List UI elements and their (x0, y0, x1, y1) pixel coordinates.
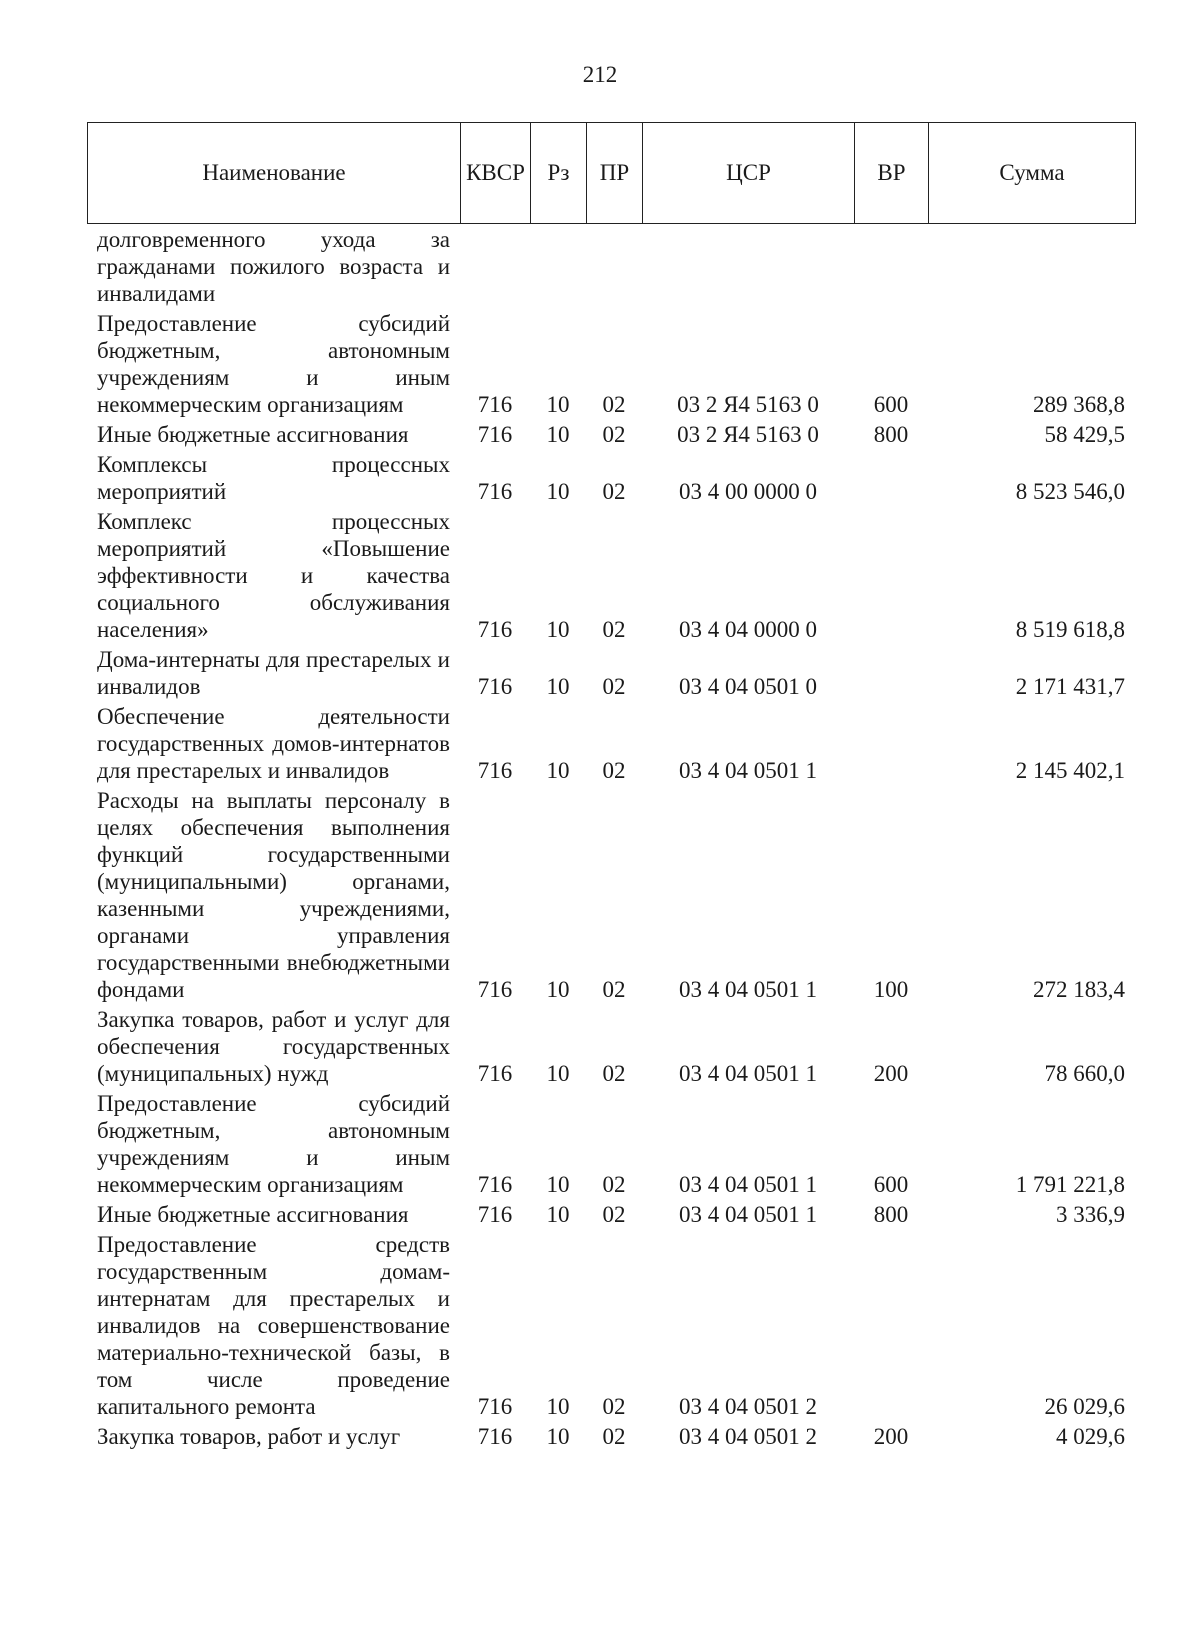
table-row (87, 1231, 1135, 1423)
row-sum: 289 368,8 (1033, 392, 1125, 417)
row-csr: 03 4 04 0501 1 (679, 1172, 817, 1197)
row-name: Дома-интернаты для престарелых и инвалидов (97, 647, 450, 699)
row-pr: 02 (602, 1424, 626, 1449)
row-rz: 10 (546, 1424, 570, 1449)
row-name: Комплекс процессных мероприятий «Повышение эффективности и качества социального обслуживания населения» (97, 509, 450, 642)
row-name: Предоставление средств государственным домам-интернатам для престарелых и инвалидов на совершенствование материально-технической базы, в том числе проведение капитального ремонта (97, 1232, 450, 1419)
row-rz: 10 (546, 617, 570, 642)
table-row (87, 1423, 1135, 1453)
row-pr: 02 (602, 1394, 626, 1419)
row-name: Иные бюджетные ассигнования (97, 422, 409, 447)
row-rz: 10 (546, 758, 570, 783)
row-kvsr: 716 (477, 1061, 513, 1086)
row-sum: 8 523 546,0 (1015, 479, 1125, 504)
row-pr (586, 226, 642, 310)
row-csr: 03 4 04 0501 0 (679, 674, 817, 699)
row-csr: 03 4 04 0501 1 (679, 1061, 817, 1086)
table-row (87, 646, 1135, 703)
row-kvsr: 716 (477, 758, 513, 783)
row-rz (530, 226, 586, 310)
table-row (87, 508, 1135, 646)
row-kvsr: 716 (477, 392, 513, 417)
row-pr: 02 (602, 1061, 626, 1086)
row-sum: 26 029,6 (1044, 1394, 1125, 1419)
row-vr: 100 (873, 977, 909, 1002)
row-kvsr: 716 (477, 617, 513, 642)
row-pr: 02 (602, 674, 626, 699)
table-row (87, 1090, 1135, 1201)
row-name: Иные бюджетные ассигнования (97, 1202, 409, 1227)
row-vr (854, 703, 928, 787)
row-vr: 800 (873, 422, 909, 447)
row-vr (854, 646, 928, 703)
row-csr: 03 4 04 0501 2 (679, 1424, 817, 1449)
row-sum: 4 029,6 (1056, 1424, 1125, 1449)
row-kvsr: 716 (477, 422, 513, 447)
row-vr: 600 (873, 392, 909, 417)
row-name: Закупка товаров, работ и услуг для обеспечения государственных (муниципальных) нужд (97, 1007, 450, 1086)
header-name: Наименование (88, 123, 461, 224)
row-vr (854, 451, 928, 508)
row-name: Предоставление субсидий бюджетным, автономным учреждениям и иным некоммерческим организациям (97, 1091, 450, 1197)
row-csr: 03 4 04 0501 1 (679, 758, 817, 783)
row-vr: 200 (873, 1424, 909, 1449)
row-name: Комплексы процессных мероприятий (97, 452, 450, 504)
row-sum: 3 336,9 (1056, 1202, 1125, 1227)
header-rz: Рз (531, 123, 587, 224)
row-rz: 10 (546, 1061, 570, 1086)
row-vr (854, 226, 928, 310)
row-rz: 10 (546, 1172, 570, 1197)
table-row (87, 451, 1135, 508)
row-rz: 10 (546, 977, 570, 1002)
row-csr: 03 4 04 0501 2 (679, 1394, 817, 1419)
row-csr: 03 4 04 0501 1 (679, 977, 817, 1002)
row-name: Предоставление субсидий бюджетным, автономным учреждениям и иным некоммерческим организациям (97, 311, 450, 417)
row-kvsr: 716 (477, 1424, 513, 1449)
row-name: Закупка товаров, работ и услуг (97, 1424, 401, 1449)
row-sum: 2 145 402,1 (1015, 758, 1125, 783)
row-kvsr: 716 (477, 1394, 513, 1419)
row-kvsr (460, 226, 530, 310)
row-sum: 1 791 221,8 (1015, 1172, 1125, 1197)
row-sum: 272 183,4 (1033, 977, 1125, 1002)
header-sum: Сумма (929, 123, 1136, 224)
header-csr: ЦСР (643, 123, 855, 224)
row-vr: 200 (873, 1061, 909, 1086)
row-csr: 03 4 00 0000 0 (679, 479, 817, 504)
row-kvsr: 716 (477, 977, 513, 1002)
row-pr: 02 (602, 392, 626, 417)
table-row (87, 310, 1135, 421)
header-kvsr: КВСР (461, 123, 531, 224)
header-vr: ВР (855, 123, 929, 224)
table-row (87, 226, 1135, 310)
row-vr: 600 (873, 1172, 909, 1197)
row-pr: 02 (602, 617, 626, 642)
table-header (87, 122, 1136, 224)
row-kvsr: 716 (477, 1172, 513, 1197)
row-pr: 02 (602, 1172, 626, 1197)
row-sum: 58 429,5 (1044, 422, 1125, 447)
table-row (87, 421, 1135, 451)
row-csr: 03 4 04 0501 1 (679, 1202, 817, 1227)
row-rz: 10 (546, 479, 570, 504)
row-sum: 78 660,0 (1044, 1061, 1125, 1086)
row-sum: 8 519 618,8 (1015, 617, 1125, 642)
row-kvsr: 716 (477, 674, 513, 699)
page-number: 212 (582, 62, 618, 87)
row-sum: 2 171 431,7 (1015, 674, 1125, 699)
row-kvsr: 716 (477, 479, 513, 504)
row-vr (854, 508, 928, 646)
row-pr: 02 (602, 1202, 626, 1227)
row-csr: 03 4 04 0000 0 (679, 617, 817, 642)
row-rz: 10 (546, 392, 570, 417)
row-rz: 10 (546, 1394, 570, 1419)
row-name: Обеспечение деятельности государственных домов-интернатов для престарелых и инвалидов (97, 704, 450, 783)
row-pr: 02 (602, 977, 626, 1002)
row-csr: 03 2 Я4 5163 0 (677, 392, 819, 417)
row-rz: 10 (546, 1202, 570, 1227)
table-row (87, 703, 1135, 787)
row-csr: 03 2 Я4 5163 0 (677, 422, 819, 447)
row-vr (854, 1231, 928, 1423)
header-pr: ПР (587, 123, 643, 224)
row-name: долговременного ухода за гражданами пожилого возраста и инвалидами (97, 227, 450, 306)
row-pr: 02 (602, 479, 626, 504)
row-csr (642, 226, 854, 310)
table-row (87, 1201, 1135, 1231)
row-sum (928, 226, 1135, 310)
table-row (87, 787, 1135, 1006)
row-rz: 10 (546, 422, 570, 447)
row-name: Расходы на выплаты персоналу в целях обеспечения выполнения функций государственными (муниципальными) органами, казенными учреждениями, органами управления государственными внебюджетными фондами (97, 788, 450, 1002)
budget-table (87, 226, 1135, 1453)
row-kvsr: 716 (477, 1202, 513, 1227)
row-pr: 02 (602, 758, 626, 783)
row-vr: 800 (873, 1202, 909, 1227)
row-rz: 10 (546, 674, 570, 699)
row-pr: 02 (602, 422, 626, 447)
table-row (87, 1006, 1135, 1090)
